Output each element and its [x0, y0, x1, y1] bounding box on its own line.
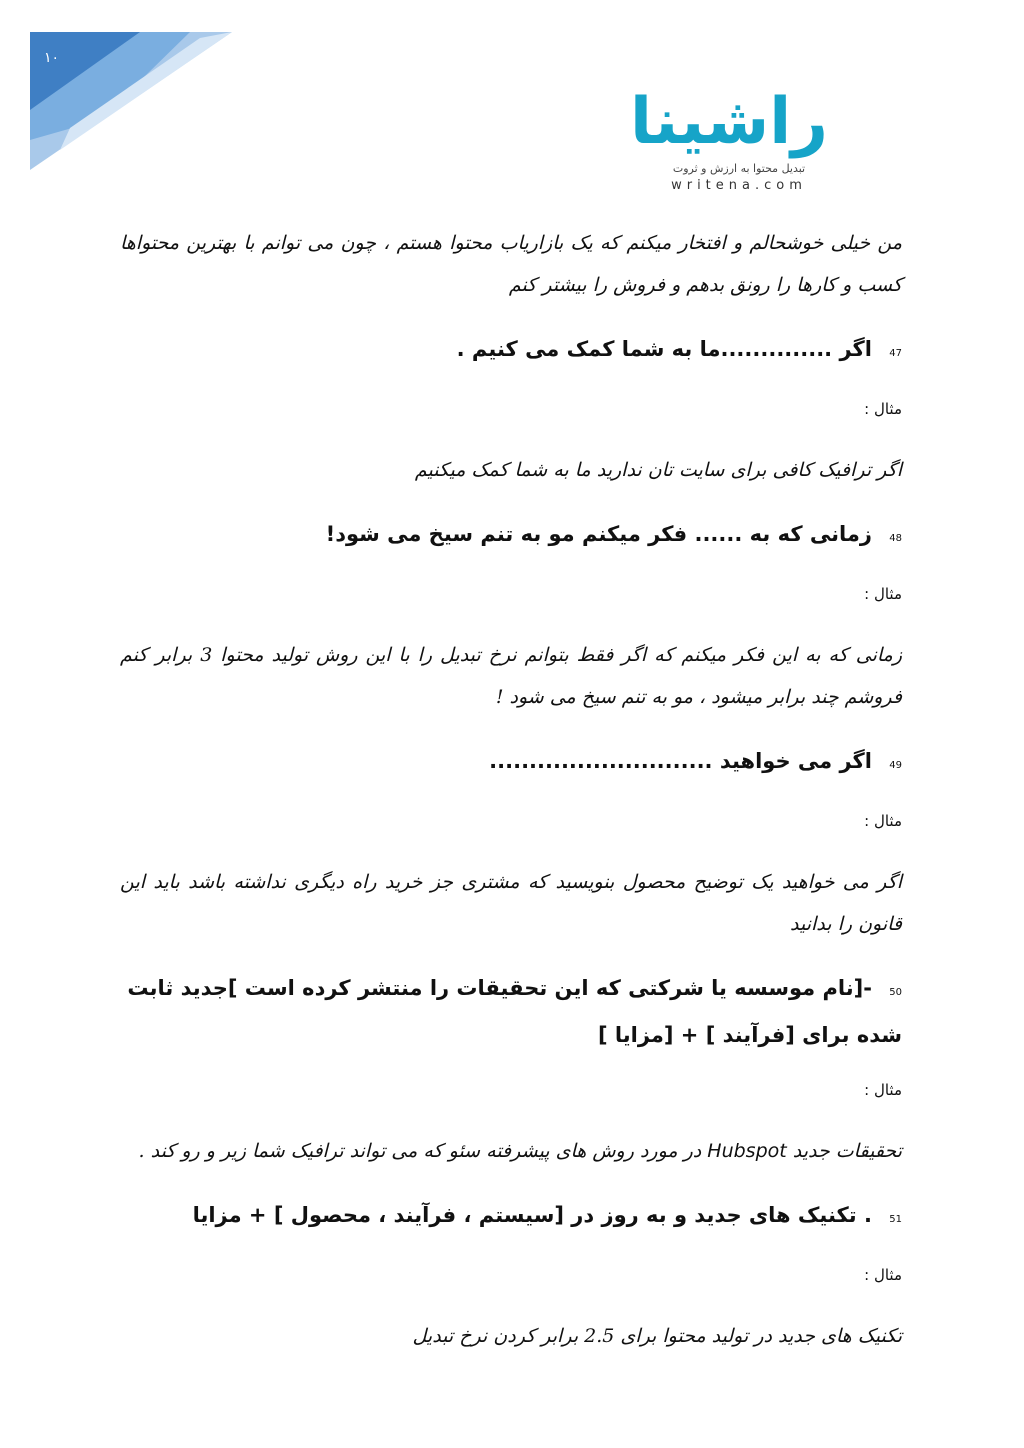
- section-number: 47: [889, 348, 902, 359]
- section-number: 50: [889, 987, 902, 998]
- section-heading-text: . تکنیک های جدید و به روز در [سیستم ، فرآیند ، محصول ] + مزایا: [192, 1203, 872, 1227]
- logo-tagline: تبدیل محتوا به ارزش و ثروت: [672, 162, 806, 175]
- example-label: مثال :: [864, 400, 902, 418]
- example-text: [120, 1130, 902, 1172]
- intro-paragraph: من خیلی خوشحالم و افتخار میکنم که یک بازاریاب محتوا هستم ، چون می توانم با بهترین محتواها کسب و کارها را رونق بدهم و فروش را بیشتر کنم: [120, 232, 902, 296]
- logo: [630, 84, 828, 194]
- example-text-suffix: در مورد روش های پیشرفته سئو که می تواند ترافیک شما زیر و رو کند .: [138, 1140, 702, 1162]
- example-label: مثال :: [864, 1081, 902, 1099]
- section-number: 51: [889, 1214, 902, 1225]
- example-text: اگر می خواهید یک توضیح محصول بنویسید که مشتری جز خرید راه دیگری نداشته باشد باید این قانون را بدانید: [120, 871, 902, 935]
- section-heading-text: اگر می خواهید ............................: [489, 749, 872, 773]
- section-heading-text: اگر ..............ما به شما کمک می کنیم .: [456, 337, 872, 361]
- section-heading-text: -[نام موسسه یا شرکتی که این تحقیقات را منتشر کرده است ]جدید ثابت شده برای [فرآیند ] + [مزایا ]: [127, 976, 902, 1047]
- page-number: ۱۰: [44, 50, 60, 66]
- section-47-heading: [120, 328, 902, 375]
- example-text: تکنیک های جدید در تولید محتوا برای 2.5 برابر کردن نرخ تبدیل: [412, 1325, 902, 1347]
- example-text: اگر ترافیک کافی برای سایت تان ندارید ما به شما کمک میکنیم: [414, 459, 902, 481]
- section-48-heading: [120, 513, 902, 560]
- section-51-heading: [120, 1194, 902, 1241]
- example-text-prefix: تحقیقات جدید: [792, 1140, 902, 1162]
- example-label: مثال :: [864, 812, 902, 830]
- corner-decoration: [0, 0, 260, 180]
- logo-wordmark: راشینا: [630, 85, 828, 159]
- logo-url: writena.com: [671, 178, 807, 193]
- section-heading-text: زمانی که به ...... فکر میکنم مو به تنم سیخ می شود!: [325, 522, 872, 546]
- example-text: زمانی که به این فکر میکنم که اگر فقط بتوانم نرخ تبدیل را با این روش تولید محتوا 3 برابر کنم فروشم چند برابر میشود ، مو به تنم سیخ می شود !: [120, 644, 902, 708]
- document-body: [120, 222, 902, 1357]
- section-49-heading: [120, 740, 902, 787]
- example-text-brand: Hubspot: [707, 1140, 787, 1162]
- example-label: مثال :: [864, 585, 902, 603]
- section-number: 49: [889, 760, 902, 771]
- example-label: مثال :: [864, 1266, 902, 1284]
- section-number: 48: [889, 533, 902, 544]
- section-50-heading: [120, 967, 902, 1056]
